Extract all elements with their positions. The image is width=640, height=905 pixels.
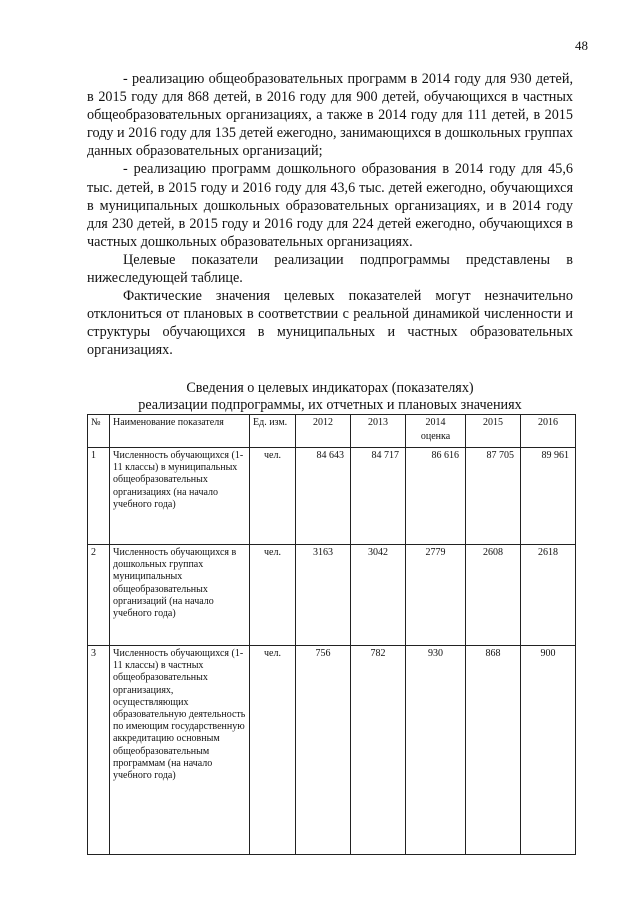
header-year-2014-label: 2014 <box>425 417 446 428</box>
header-year-2012: 2012 <box>296 415 351 448</box>
row-value-2012: 84 643 <box>296 448 351 545</box>
row-number: 2 <box>88 545 110 646</box>
header-indicator-name: Наименование показателя <box>110 415 250 448</box>
row-value-2016: 2618 <box>521 545 576 646</box>
table-row <box>88 448 576 545</box>
table-caption <box>87 380 573 414</box>
page-number: 48 <box>575 38 588 53</box>
row-value-2013: 782 <box>351 646 406 855</box>
header-year-2016: 2016 <box>521 415 576 448</box>
row-value-2016: 89 961 <box>521 448 576 545</box>
table-row <box>88 646 576 855</box>
row-value-2014: 86 616 <box>406 448 466 545</box>
table-caption-line-2: реализации подпрограммы, их отчетных и плановых значениях <box>138 397 522 413</box>
header-year-2013: 2013 <box>351 415 406 448</box>
row-value-2015: 2608 <box>466 545 521 646</box>
header-year-2014-note: оценка <box>420 431 451 443</box>
row-value-2012: 756 <box>296 646 351 855</box>
row-value-2013: 3042 <box>351 545 406 646</box>
row-value-2015: 87 705 <box>466 448 521 545</box>
row-unit: чел. <box>250 646 296 855</box>
paragraph-general-education: - реализацию общеобразовательных программ в 2014 году для 930 детей, в 2015 году для 868 детей, в 2016 году для 900 детей, обучающихся в частных общеобразовательных организациях, а также в 2014 году для 111 детей, в 2015 году и 2016 году для 135 детей ежегодно, занимающихся в дошкольных группах данных образовательных организаций; <box>87 71 573 160</box>
table-row <box>88 545 576 646</box>
row-number: 1 <box>88 448 110 545</box>
header-number: № <box>88 415 110 448</box>
row-value-2016: 900 <box>521 646 576 855</box>
row-indicator-name: Численность обучающихся (1-11 классы) в муниципальных общеобразовательных организациях (на начало учебного года) <box>110 448 250 545</box>
header-year-2014 <box>406 415 466 448</box>
paragraph-preschool-education: - реализацию программ дошкольного образования в 2014 году для 45,6 тыс. детей, в 2015 году и 2016 году для 43,6 тыс. детей ежегодно, обучающихся в муниципальных дошкольных образовательных организациях, и в 2014 году для 230 детей, в 2015 году и 2016 году для 224 детей ежегодно, обучающихся в частных дошкольных образовательных организациях. <box>87 161 573 250</box>
row-value-2014: 2779 <box>406 545 466 646</box>
header-unit: Ед. изм. <box>250 415 296 448</box>
table-header-row <box>88 415 576 448</box>
row-indicator-name: Численность обучающихся в дошкольных группах муниципальных общеобразовательных организаций (на начало учебного года) <box>110 545 250 646</box>
row-unit: чел. <box>250 545 296 646</box>
row-value-2012: 3163 <box>296 545 351 646</box>
row-indicator-name: Численность обучающихся (1-11 классы) в частных общеобразовательных организациях, осуществляющих образовательную деятельность по имеющим государственную аккредитацию основным общеобразовательным программам (на начало учебного года) <box>110 646 250 855</box>
table-caption-line-1: Сведения о целевых индикаторах (показателях) <box>186 380 474 396</box>
paragraph-actual-values: Фактические значения целевых показателей могут незначительно отклониться от плановых в соответствии с реальной динамикой численности и структуры обучающихся в муниципальных и частных образовательных организациях. <box>87 288 573 359</box>
paragraph-indicators-intro: Целевые показатели реализации подпрограммы представлены в нижеследующей таблице. <box>87 251 573 287</box>
row-value-2013: 84 717 <box>351 448 406 545</box>
row-value-2015: 868 <box>466 646 521 855</box>
row-value-2014: 930 <box>406 646 466 855</box>
header-year-2015: 2015 <box>466 415 521 448</box>
row-number: 3 <box>88 646 110 855</box>
body-text <box>87 70 573 360</box>
indicators-table <box>87 414 576 855</box>
row-unit: чел. <box>250 448 296 545</box>
